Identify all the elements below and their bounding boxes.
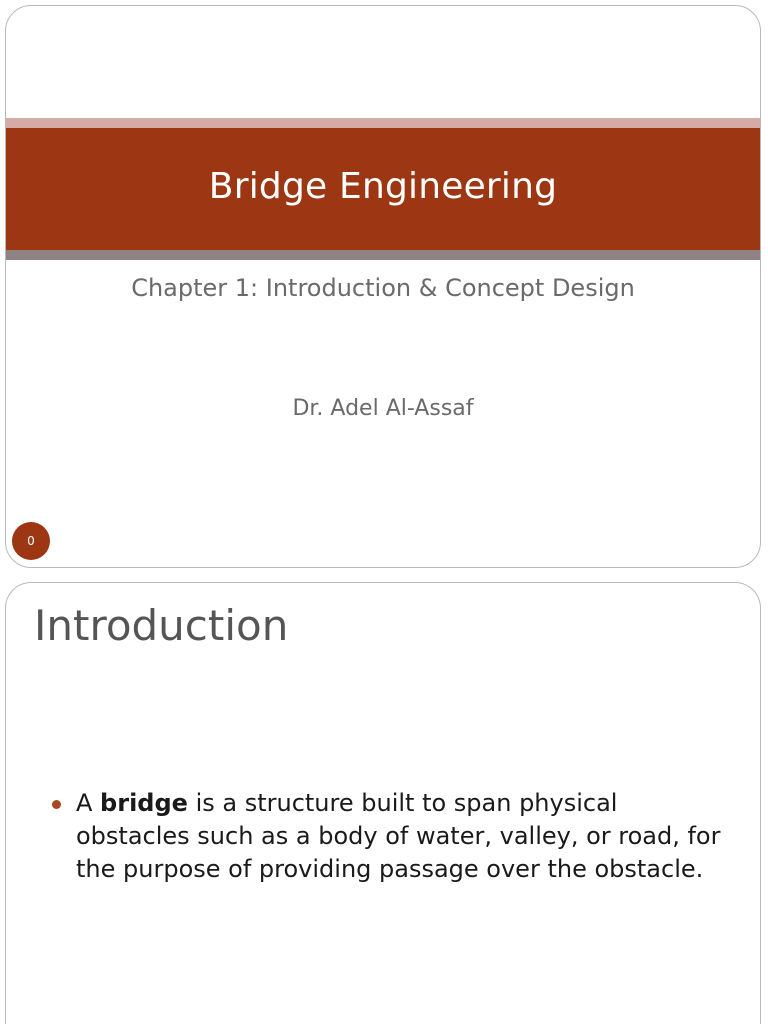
bullet-dot-icon <box>52 800 61 809</box>
title-band-bottom-stripe <box>6 250 760 260</box>
bullet-item <box>48 787 736 886</box>
author-name: Dr. Adel Al-Assaf <box>292 396 474 421</box>
bullet-text: is a structure built to span physical obstacles such as a body of water, valley, or road, for the purpose of providing passage over the obstacle. <box>76 789 721 883</box>
bullet-list <box>48 787 736 886</box>
title-slide <box>5 5 761 568</box>
slide-heading: Introduction <box>34 601 289 650</box>
slide-number-badge: 0 <box>12 522 50 560</box>
slide-title: Bridge Engineering <box>208 165 558 207</box>
bullet-bold-term: bridge <box>100 789 188 817</box>
title-band <box>6 128 760 250</box>
slide-subtitle: Chapter 1: Introduction & Concept Design <box>131 274 635 302</box>
introduction-slide <box>5 582 761 1024</box>
title-band-top-stripe <box>6 118 760 128</box>
bullet-prefix: A <box>76 789 101 817</box>
